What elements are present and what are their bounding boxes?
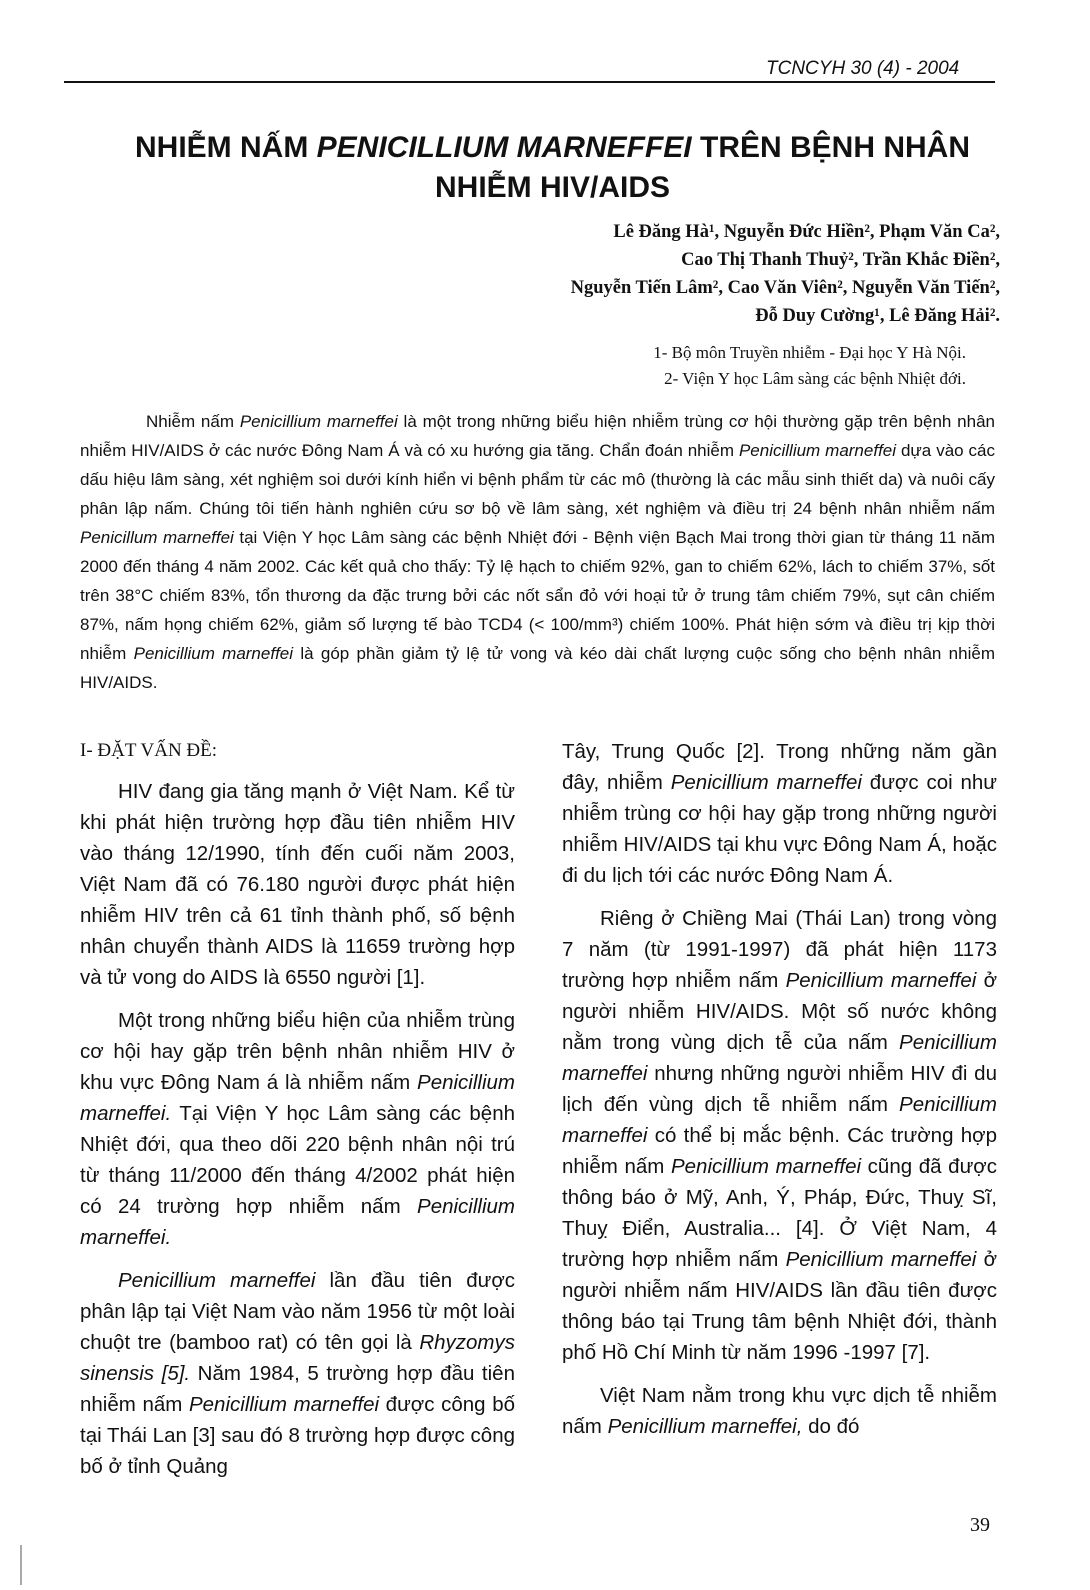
paragraph-italic: Penicillium marneffei.: [80, 1195, 515, 1249]
paragraph-text: nhưng những người nhiễm HIV đi du lịch đến vùng dịch tễ nhiễm nấm: [562, 1062, 997, 1116]
right-column: [562, 736, 997, 1454]
abstract-text: Nhiễm nấm: [146, 412, 240, 431]
title-part2: PENICILLIUM MARNEFFEI: [316, 131, 692, 164]
paragraph-text: Tây, Trung Quốc [2]. Trong những năm gần đây, nhiễm: [562, 740, 997, 794]
page-number: 39: [970, 1514, 990, 1536]
title-line2: NHIỄM HIV/AIDS: [434, 171, 671, 204]
paragraph-italic: Penicillium marneffei: [118, 1269, 316, 1292]
author-line: Cao Thị Thanh Thuỷ², Trần Khắc Điền²,: [681, 250, 1000, 270]
abstract-text: là góp phần giảm tỷ lệ tử vong và kéo dài chất lượng cuộc sống cho bệnh nhân nhiễm HIV/AIDS.: [80, 644, 995, 692]
affiliation-2: 2- Viện Y học Lâm sàng các bệnh Nhiệt đới.: [664, 369, 966, 388]
author-list: [410, 218, 1000, 330]
paragraph-text: Một trong những biểu hiện của nhiễm trùng cơ hội hay gặp trên bệnh nhân nhiễm HIV ở khu vực Đông Nam á là nhiễm nấm: [80, 1009, 515, 1094]
title-part1: NHIỄM NẤM: [135, 131, 317, 164]
paragraph-italic: Penicillium marneffei: [670, 1155, 862, 1178]
abstract-text: dựa vào các dấu hiệu lâm sàng, xét nghiệm soi dưới kính hiển vi bệnh phẩm từ các mô (thường là các mẫu sinh thiết da) và nuôi cấy phân lập nấm. Chúng tôi tiến hành nghiên cứu sơ bộ về lâm sàng, xét nghiệm và điều trị 24 bệnh nhân nhiễm nấm: [80, 441, 995, 518]
abstract-italic: Penicillium marneffei: [738, 441, 897, 460]
affiliations: [410, 340, 966, 392]
author-line: Nguyễn Tiến Lâm², Cao Văn Viên², Nguyễn Văn Tiến²,: [570, 278, 1000, 298]
title-part3: TRÊN BỆNH NHÂN: [691, 131, 970, 164]
paragraph-text: ở người nhiễm nấm HIV/AIDS lần đầu tiên được thông báo tại Trung tâm bệnh Nhiệt đới, thành phố Hồ Chí Minh từ năm 1996 -1997 [7].: [562, 1248, 998, 1364]
paragraph-text: cũng đã được thông báo ở Mỹ, Anh, Ý, Pháp, Đức, Thuỵ Sĩ, Thuỵ Điển, Australia... [4]. Ở Việt Nam, 4 trường hợp nhiễm nấm: [562, 1155, 998, 1271]
paragraph-italic: Penicillium marneffei: [785, 969, 977, 992]
paragraph: [562, 1380, 997, 1442]
paragraph-text: do đó: [802, 1415, 860, 1438]
paragraph-italic: Penicillium marneffei: [188, 1393, 380, 1416]
paragraph-italic: Penicillium marneffei: [562, 1031, 997, 1085]
paragraph-italic: Penicillium marneffei.: [80, 1071, 515, 1125]
paragraph: [80, 776, 515, 993]
paragraph-italic: Penicillium marneffei: [562, 1093, 997, 1147]
paragraph-italic: Penicillium marneffei: [670, 771, 862, 794]
paragraph-italic: Rhyzomys sinensis [5].: [80, 1331, 515, 1385]
paragraph-text: có thể bị mắc bệnh. Các trường hợp nhiễm nấm: [562, 1124, 997, 1178]
abstract-text: tại Viện Y học Lâm sàng các bệnh Nhiệt đới - Bệnh viện Bạch Mai trong thời gian từ tháng 11 năm 2000 đến tháng 4 năm 2002. Các kết quả cho thấy: Tỷ lệ hạch to chiếm 92%, gan to chiếm 62%, lách to chiếm 37%, sốt trên 38°C chiếm 83%, tổn thương da đặc trưng bởi các nốt sẩn đỏ với hoại tử ở trung tâm chiếm 79%, sụt cân chiếm 87%, nấm họng chiếm 62%, giảm số lượng tế bào TCD4 (< 100/mm³) chiếm 100%. Phát hiện sớm và điều trị kịp thời nhiễm: [80, 528, 995, 663]
left-column: [80, 736, 515, 1494]
abstract-italic: Penicillum marneffei: [80, 528, 234, 547]
paragraph: [80, 1265, 515, 1482]
paragraph: [80, 1005, 515, 1253]
paragraph-text: Tại Viện Y học Lâm sàng các bệnh Nhiệt đới, qua theo dõi 220 bệnh nhân nội trú từ tháng 11/2000 đến tháng 4/2002 phát hiện có 24 trường hợp nhiễm nấm: [80, 1102, 515, 1218]
paragraph-italic: Penicillium marneffei: [785, 1248, 977, 1271]
abstract: [80, 407, 995, 697]
paragraph-italic: Penicillium marneffei,: [607, 1415, 803, 1438]
paragraph: [562, 903, 997, 1368]
author-line: Lê Đăng Hà¹, Nguyễn Đức Hiền², Phạm Văn Ca²,: [613, 222, 1000, 242]
paragraph-text: Việt Nam nằm trong khu vực dịch tễ nhiễm nấm: [562, 1384, 997, 1438]
journal-header: TCNCYH 30 (4) - 2004: [766, 58, 960, 79]
paragraph-text: HIV đang gia tăng mạnh ở Việt Nam. Kể từ khi phát hiện trường hợp đầu tiên nhiễm HIV vào tháng 12/1990, tính đến cuối năm 2003, Việt Nam đã có 76.180 người được phát hiện nhiễm HIV trên cả 61 tỉnh thành phố, số bệnh nhân chuyển thành AIDS là 11659 trường hợp và tử vong do AIDS là 6550 người [1].: [80, 780, 515, 989]
paragraph-text: ở người nhiễm HIV/AIDS. Một số nước không nằm trong vùng dịch tễ của nấm: [562, 969, 998, 1054]
paragraph-text: được coi như nhiễm trùng cơ hội hay gặp trong những người nhiễm HIV/AIDS tại khu vực Đông Nam Á, hoặc đi du lịch tới các nước Đông Nam Á.: [562, 771, 998, 887]
paragraph-text: Riêng ở Chiềng Mai (Thái Lan) trong vòng 7 năm (từ 1991-1997) đã phát hiện 1173 trường hợp nhiễm nấm: [562, 907, 997, 992]
abstract-italic: Penicillium marneffei: [133, 644, 294, 663]
abstract-italic: Penicillium marneffei: [239, 412, 398, 431]
scan-artifact: [20, 1545, 22, 1585]
header-rule: [64, 81, 995, 83]
paragraph-text: Năm 1984, 5 trường hợp đầu tiên nhiễm nấm: [80, 1362, 515, 1416]
paragraph: [562, 736, 997, 891]
paragraph-text: lần đầu tiên được phân lập tại Việt Nam vào năm 1956 từ một loài chuột tre (bamboo rat) có tên gọi là: [80, 1269, 516, 1354]
paragraph-text: được công bố tại Thái Lan [3] sau đó 8 trường hợp được công bố ở tỉnh Quảng: [80, 1393, 516, 1478]
abstract-text: là một trong những biểu hiện nhiễm trùng cơ hội thường gặp trên bệnh nhân nhiễm HIV/AIDS ở các nước Đông Nam Á và có xu hướng gia tăng. Chẩn đoán nhiễm: [80, 412, 995, 460]
affiliation-1: 1- Bộ môn Truyền nhiễm - Đại học Y Hà Nội.: [653, 343, 966, 362]
author-line: Đỗ Duy Cường¹, Lê Đăng Hải².: [755, 306, 1000, 326]
article-title: [60, 128, 1045, 208]
section-heading: I- ĐẶT VẤN ĐỀ:: [80, 740, 218, 761]
